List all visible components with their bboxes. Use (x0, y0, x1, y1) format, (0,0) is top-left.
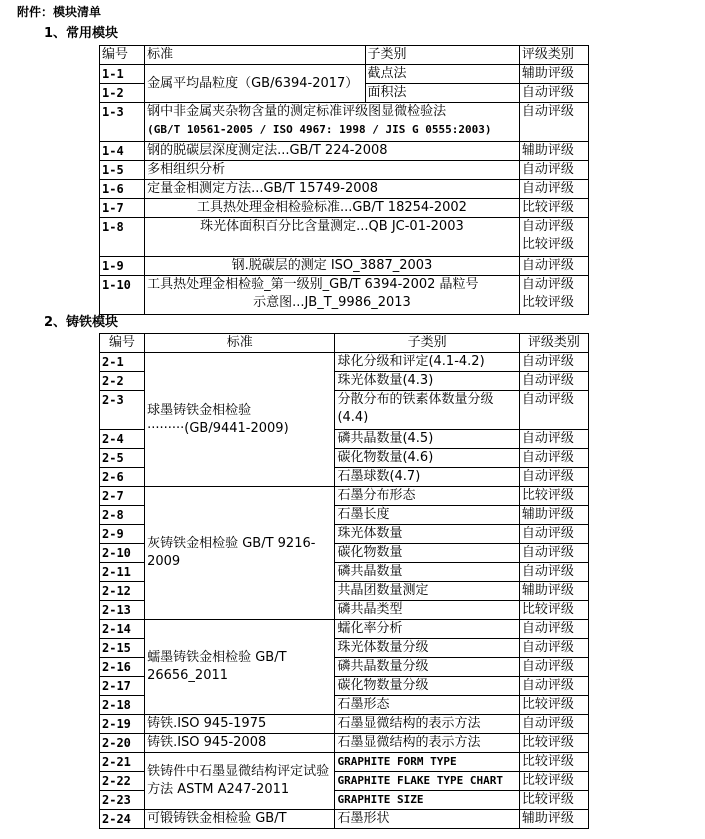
appendix-title: 附件：模块清单 (17, 5, 102, 19)
row-grade: 辅助评级 (519, 506, 588, 525)
row-subcategory: 碳化物数量(4.6) (335, 449, 519, 468)
row-no: 2-15 (100, 639, 145, 658)
table-header-row (100, 46, 589, 65)
row-no: 1-4 (100, 142, 145, 161)
row-grade: 自动评级 (519, 84, 588, 103)
row-subcategory: 面积法 (365, 84, 519, 103)
row-no: 2-11 (100, 563, 145, 582)
row-subcategory: 石墨分布形态 (335, 487, 519, 506)
row-grade: 自动评级 (519, 257, 588, 276)
standard-line-2: 示意图...JB_T_9986_2013 (253, 295, 411, 310)
group-standard: 蠕墨铸铁金相检验 GB/T 26656_2011 (145, 620, 335, 715)
row-no: 2-20 (100, 734, 145, 753)
row-no: 2-8 (100, 506, 145, 525)
row-grade: 自动评级 (519, 161, 588, 180)
table-row (100, 65, 589, 84)
row-no: 2-14 (100, 620, 145, 639)
table-row (100, 753, 589, 772)
row-grade: 比较评级 (519, 696, 588, 715)
row-no: 2-1 (100, 353, 145, 372)
row-grade: 自动评级 (519, 620, 588, 639)
row-subcategory: GRAPHITE FLAKE TYPE CHART (335, 772, 519, 791)
grade-line-1: 自动评级 (521, 277, 574, 292)
table-row (100, 276, 589, 315)
common-modules-table (99, 45, 589, 315)
table-header-row (100, 334, 589, 353)
row-subcategory: 共晶团数量测定 (335, 582, 519, 601)
row-subcategory: 磷共晶数量(4.5) (335, 430, 519, 449)
row-no: 2-10 (100, 544, 145, 563)
row-no: 2-16 (100, 658, 145, 677)
row-grade: 自动评级 (519, 391, 588, 430)
table-row (100, 620, 589, 639)
grade-line-2: 比较评级 (521, 295, 574, 310)
row-grade: 自动评级 (519, 677, 588, 696)
row-grade: 自动评级 (519, 658, 588, 677)
header-subcategory: 子类别 (365, 46, 519, 65)
row-standard: 多相组织分析 (145, 161, 520, 180)
row-grade: 自动评级 (519, 639, 588, 658)
row-grade: 比较评级 (519, 772, 588, 791)
row-subcategory: 分散分布的铁素体数量分级(4.4) (335, 391, 519, 430)
grade-line-2: 比较评级 (521, 237, 574, 252)
header-grade-type: 评级类别 (519, 334, 588, 353)
row-grade: 辅助评级 (519, 582, 588, 601)
row-grade: 比较评级 (519, 199, 588, 218)
standard-line-2: (GB/T 10561-2005 / ISO 4967: 1998 / JIS G 0555:2003) (147, 123, 492, 136)
row-no: 2-24 (100, 810, 145, 829)
row-grade: 比较评级 (519, 791, 588, 810)
row-subcategory: 碳化物数量分级 (335, 677, 519, 696)
row-no: 2-23 (100, 791, 145, 810)
row-grade: 自动评级 (519, 449, 588, 468)
row-subcategory: GRAPHITE FORM TYPE (335, 753, 519, 772)
row-grade: 辅助评级 (519, 142, 588, 161)
row-grade (519, 218, 588, 257)
row-no: 2-3 (100, 391, 145, 430)
row-no: 2-12 (100, 582, 145, 601)
row-subcategory: 磷共晶类型 (335, 601, 519, 620)
table-row (100, 353, 589, 372)
row-grade: 自动评级 (519, 563, 588, 582)
row-subcategory: 磷共晶数量分级 (335, 658, 519, 677)
table-row (100, 199, 589, 218)
table-row (100, 103, 589, 142)
table-row (100, 810, 589, 829)
group-standard: 灰铸铁金相检验 GB/T 9216-2009 (145, 487, 335, 620)
row-no: 2-19 (100, 715, 145, 734)
table-row (100, 715, 589, 734)
row-no: 1-6 (100, 180, 145, 199)
header-standard: 标准 (145, 334, 335, 353)
row-subcategory: 石墨显微结构的表示方法 (335, 715, 519, 734)
table-row (100, 180, 589, 199)
row-no: 1-2 (100, 84, 145, 103)
header-subcategory: 子类别 (335, 334, 519, 353)
row-standard: 金属平均晶粒度（GB/6394-2017） (145, 65, 365, 103)
row-no: 2-6 (100, 468, 145, 487)
row-subcategory: 石墨形态 (335, 696, 519, 715)
standard-line-1: 钢中非金属夹杂物含量的测定标准评级图显微检验法 (147, 104, 447, 119)
table-row (100, 257, 589, 276)
row-no: 1-7 (100, 199, 145, 218)
row-subcategory: 磷共晶数量 (335, 563, 519, 582)
row-no: 2-18 (100, 696, 145, 715)
row-grade: 自动评级 (519, 430, 588, 449)
standard-line-1: 工具热处理金相检验_第一级别_GB/T 6394-2002 晶粒号 (147, 277, 479, 292)
header-standard: 标准 (145, 46, 365, 65)
row-no: 1-5 (100, 161, 145, 180)
row-no: 2-2 (100, 372, 145, 391)
table-row (100, 734, 589, 753)
group-standard: 可锻铸铁金相检验 GB/T (145, 810, 335, 829)
row-grade: 自动评级 (519, 715, 588, 734)
row-no: 1-1 (100, 65, 145, 84)
row-grade: 辅助评级 (519, 65, 588, 84)
row-standard: 钢.脱碳层的测定 ISO_3887_2003 (145, 257, 520, 276)
row-no: 1-8 (100, 218, 145, 257)
row-no: 2-13 (100, 601, 145, 620)
row-standard (145, 103, 520, 142)
row-no: 2-21 (100, 753, 145, 772)
row-grade (519, 276, 588, 315)
row-no: 2-4 (100, 430, 145, 449)
group-standard: 球墨铸铁金相检验·········(GB/9441-2009) (145, 353, 335, 487)
header-no: 编号 (100, 334, 145, 353)
row-grade: 比较评级 (519, 753, 588, 772)
row-standard (145, 276, 520, 315)
row-grade: 比较评级 (519, 601, 588, 620)
row-grade: 比较评级 (519, 487, 588, 506)
row-grade: 自动评级 (519, 353, 588, 372)
row-no: 2-5 (100, 449, 145, 468)
row-subcategory: 石墨球数(4.7) (335, 468, 519, 487)
row-no: 2-22 (100, 772, 145, 791)
section-2-title: 2、铸铁模块 (44, 315, 119, 330)
table-row (100, 487, 589, 506)
group-standard: 铁铸件中石墨显微结构评定试验方法 ASTM A247-2011 (145, 753, 335, 810)
row-subcategory: 石墨形状 (335, 810, 519, 829)
row-no: 1-10 (100, 276, 145, 315)
header-no: 编号 (100, 46, 145, 65)
row-no: 2-7 (100, 487, 145, 506)
row-grade: 自动评级 (519, 180, 588, 199)
row-standard: 钢的脱碳层深度测定法...GB/T 224-2008 (145, 142, 520, 161)
row-subcategory: 石墨长度 (335, 506, 519, 525)
group-standard: 铸铁.ISO 945-1975 (145, 715, 335, 734)
row-grade: 自动评级 (519, 468, 588, 487)
row-subcategory: 碳化物数量 (335, 544, 519, 563)
row-grade: 自动评级 (519, 544, 588, 563)
row-grade: 比较评级 (519, 734, 588, 753)
row-grade: 辅助评级 (519, 810, 588, 829)
header-grade-type: 评级类别 (519, 46, 588, 65)
row-subcategory: 截点法 (365, 65, 519, 84)
row-no: 1-9 (100, 257, 145, 276)
table-row (100, 142, 589, 161)
row-no: 2-17 (100, 677, 145, 696)
row-standard: 工具热处理金相检验标准...GB/T 18254-2002 (145, 199, 520, 218)
row-standard: 珠光体面积百分比含量测定...QB JC-01-2003 (145, 218, 520, 257)
table-row (100, 218, 589, 257)
grade-line-1: 自动评级 (521, 219, 574, 234)
row-subcategory: 珠光体数量 (335, 525, 519, 544)
row-subcategory: 蠕化率分析 (335, 620, 519, 639)
row-grade: 自动评级 (519, 525, 588, 544)
row-grade: 自动评级 (519, 103, 588, 142)
section-1-title: 1、常用模块 (44, 26, 119, 41)
row-no: 2-9 (100, 525, 145, 544)
row-subcategory: GRAPHITE SIZE (335, 791, 519, 810)
group-standard: 铸铁.ISO 945-2008 (145, 734, 335, 753)
table-row (100, 161, 589, 180)
cast-iron-modules-table (99, 333, 589, 829)
row-subcategory: 珠光体数量(4.3) (335, 372, 519, 391)
row-subcategory: 珠光体数量分级 (335, 639, 519, 658)
row-standard: 定量金相测定方法...GB/T 15749-2008 (145, 180, 520, 199)
row-subcategory: 球化分级和评定(4.1-4.2) (335, 353, 519, 372)
row-grade: 自动评级 (519, 372, 588, 391)
row-no: 1-3 (100, 103, 145, 142)
row-subcategory: 石墨显微结构的表示方法 (335, 734, 519, 753)
